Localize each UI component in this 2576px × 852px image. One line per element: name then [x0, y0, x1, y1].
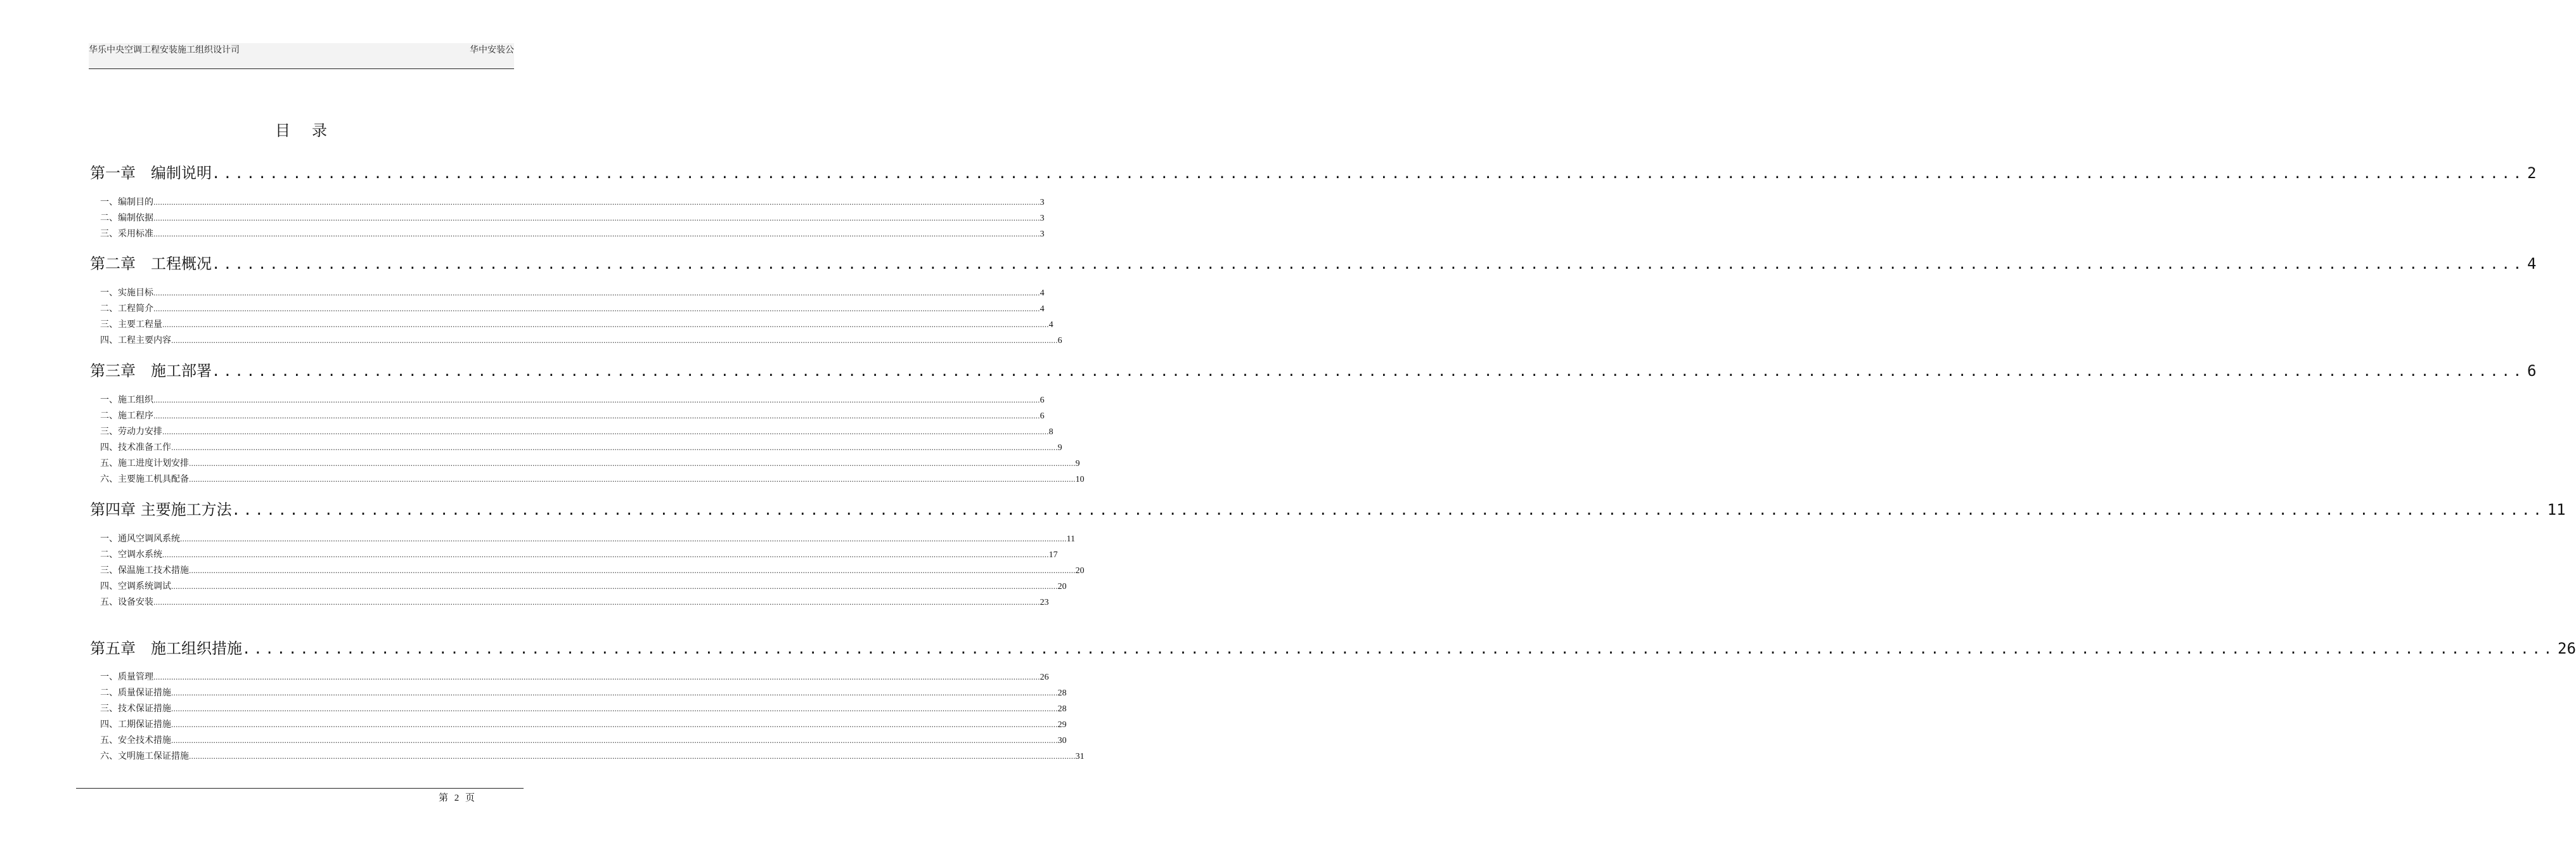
header-document-title: 华乐中央空调工程安装施工组织设计司	[89, 45, 240, 55]
toc-dot-leader: ................................................................................................................................................................................................................................................................................................................................................................................................................	[171, 705, 1058, 713]
toc-section-label: 五、设备安装	[100, 597, 153, 607]
toc-section-page: 26	[1040, 673, 1049, 682]
toc-chapter-page: 11	[2547, 501, 2566, 519]
toc-section-page: 4	[1048, 320, 1053, 330]
toc-dot-leader: ................................................................................................................................................................................................................................................................................................................................................................................................................	[189, 567, 1076, 575]
toc-section-page: 6	[1040, 411, 1045, 421]
toc-section-page: 29	[1057, 720, 1067, 730]
toc-section-label: 一、实施目标	[100, 288, 153, 298]
toc-section-entry[interactable]	[100, 410, 1045, 422]
toc-section-entry[interactable]	[100, 318, 1053, 331]
toc-section-entry[interactable]	[100, 196, 1045, 209]
toc-chapter-label: 第一章 编制说明	[90, 164, 212, 182]
toc-dot-leader: ................................................................................................................................................................................................................................................................................................................................................................................................................	[171, 721, 1058, 729]
toc-section-entry[interactable]	[100, 228, 1045, 240]
toc-dot-leader: ................................................................................................................................................................................................................................................................................................................................................................................................................	[153, 412, 1040, 420]
toc-chapter-label: 第五章 施工组织措施	[90, 640, 242, 657]
toc-chapter-label: 第四章 主要施工方法	[90, 501, 232, 519]
toc-dot-leader: ................................................................................................................................................................................................................................................................................................................................................................................................................	[153, 230, 1040, 238]
toc-section-entry[interactable]	[100, 671, 1049, 683]
toc-dot-leader: ................................................................................................................................................................................................................................................................................................................................................................................................................	[171, 737, 1058, 745]
toc-section-page: 6	[1057, 336, 1062, 345]
toc-section-entry[interactable]	[100, 334, 1062, 347]
toc-section-page: 20	[1057, 582, 1067, 591]
toc-title: 目录	[275, 122, 349, 139]
toc-dot-leader: ................................................................................................................................................................................................................................................................................................................................................................................................................	[153, 214, 1040, 223]
toc-dot-leader: ........................................................................................................................................................................................................	[212, 364, 2525, 380]
toc-section-label: 四、工程主要内容	[100, 335, 171, 345]
toc-section-entry[interactable]	[100, 702, 1067, 715]
toc-section-entry[interactable]	[100, 287, 1045, 299]
toc-dot-leader: ................................................................................................................................................................................................................................................................................................................................................................................................................	[171, 583, 1058, 591]
toc-section-page: 3	[1040, 214, 1045, 223]
toc-section-label: 三、采用标准	[100, 229, 153, 239]
toc-section-page: 8	[1048, 427, 1053, 437]
toc-section-page: 4	[1040, 304, 1045, 314]
toc-dot-leader: ................................................................................................................................................................................................................................................................................................................................................................................................................	[153, 396, 1040, 404]
toc-dot-leader: ................................................................................................................................................................................................................................................................................................................................................................................................................	[162, 551, 1049, 559]
toc-dot-leader: ................................................................................................................................................................................................................................................................................................................................................................................................................	[171, 689, 1058, 697]
toc-section-entry[interactable]	[100, 548, 1058, 561]
toc-section-entry[interactable]	[100, 718, 1067, 731]
toc-chapter-page: 26	[2558, 640, 2576, 657]
toc-section-entry[interactable]	[100, 596, 1049, 609]
toc-section-label: 六、文明施工保证措施	[100, 751, 189, 761]
toc-section-page: 6	[1040, 396, 1045, 405]
toc-section-label: 二、空调水系统	[100, 550, 162, 560]
header-company: 华中安装公	[470, 45, 514, 55]
toc-section-entry[interactable]	[100, 734, 1067, 747]
toc-section-page: 10	[1075, 475, 1085, 484]
toc-dot-leader: ................................................................................................................................................................................................................................................................................................................................................................................................................	[153, 598, 1040, 607]
toc-chapter-entry[interactable]	[90, 162, 2537, 184]
toc-dot-leader: ................................................................................................................................................................................................................................................................................................................................................................................................................	[180, 535, 1067, 543]
toc-dot-leader: ................................................................................................................................................................................................................................................................................................................................................................................................................	[189, 475, 1076, 484]
toc-section-label: 一、质量管理	[100, 672, 153, 682]
toc-section-label: 二、施工程序	[100, 411, 153, 421]
toc-section-page: 9	[1075, 459, 1080, 468]
footer-page-number: 第 2 页	[439, 793, 475, 803]
toc-dot-leader: ........................................................................................................................................................................................................	[242, 642, 2556, 657]
toc-dot-leader: ................................................................................................................................................................................................................................................................................................................................................................................................................	[171, 337, 1058, 345]
toc-section-page: 28	[1057, 688, 1067, 698]
toc-section-entry[interactable]	[100, 687, 1067, 699]
toc-section-label: 三、技术保证措施	[100, 704, 171, 714]
toc-section-page: 17	[1048, 550, 1058, 560]
toc-chapter-page: 6	[2527, 362, 2537, 380]
toc-dot-leader: ........................................................................................................................................................................................................	[231, 503, 2545, 519]
footer-divider	[76, 788, 524, 789]
toc-dot-leader: ................................................................................................................................................................................................................................................................................................................................................................................................................	[189, 460, 1076, 468]
toc-section-entry[interactable]	[100, 457, 1080, 470]
toc-section-page: 20	[1075, 566, 1085, 576]
toc-section-entry[interactable]	[100, 441, 1062, 454]
toc-section-label: 四、技术准备工作	[100, 442, 171, 453]
toc-section-label: 三、主要工程量	[100, 320, 162, 330]
toc-section-label: 二、工程简介	[100, 304, 153, 314]
toc-section-page: 3	[1040, 198, 1045, 207]
toc-dot-leader: ................................................................................................................................................................................................................................................................................................................................................................................................................	[153, 305, 1040, 313]
toc-dot-leader: ................................................................................................................................................................................................................................................................................................................................................................................................................	[153, 673, 1040, 681]
toc-dot-leader: ................................................................................................................................................................................................................................................................................................................................................................................................................	[153, 198, 1040, 207]
toc-section-page: 28	[1057, 704, 1067, 714]
toc-section-entry[interactable]	[100, 394, 1045, 406]
toc-chapter-label: 第三章 施工部署	[90, 362, 212, 380]
toc-section-label: 二、质量保证措施	[100, 688, 171, 698]
toc-dot-leader: ................................................................................................................................................................................................................................................................................................................................................................................................................	[189, 752, 1076, 761]
toc-section-label: 三、保温施工技术措施	[100, 565, 189, 576]
toc-section-entry[interactable]	[100, 564, 1085, 577]
toc-dot-leader: ................................................................................................................................................................................................................................................................................................................................................................................................................	[153, 289, 1040, 297]
toc-section-entry[interactable]	[100, 473, 1085, 486]
toc-section-page: 11	[1066, 534, 1076, 544]
toc-dot-leader: ........................................................................................................................................................................................................	[212, 166, 2525, 182]
toc-chapter-page: 2	[2527, 164, 2537, 182]
toc-chapter-entry[interactable]	[90, 638, 2576, 659]
toc-section-label: 二、编制依据	[100, 213, 153, 223]
toc-section-label: 一、施工组织	[100, 395, 153, 405]
toc-chapter-label: 第二章 工程概况	[90, 255, 212, 273]
toc-chapter-entry[interactable]	[90, 499, 2566, 520]
toc-section-entry[interactable]	[100, 750, 1085, 763]
toc-dot-leader: ................................................................................................................................................................................................................................................................................................................................................................................................................	[162, 321, 1049, 329]
toc-section-page: 23	[1040, 598, 1049, 607]
toc-section-page: 3	[1040, 229, 1045, 239]
toc-section-label: 一、通风空调风系统	[100, 534, 180, 544]
toc-section-label: 六、主要施工机具配备	[100, 474, 189, 484]
toc-section-label: 五、施工进度计划安排	[100, 458, 189, 468]
toc-section-page: 30	[1057, 736, 1067, 746]
toc-section-label: 三、劳动力安排	[100, 427, 162, 437]
toc-chapter-entry[interactable]	[90, 360, 2537, 382]
toc-section-page: 4	[1040, 288, 1045, 298]
toc-section-label: 一、编制目的	[100, 197, 153, 207]
toc-section-entry[interactable]	[100, 212, 1045, 224]
toc-section-entry[interactable]	[100, 580, 1067, 593]
toc-dot-leader: ................................................................................................................................................................................................................................................................................................................................................................................................................	[162, 428, 1049, 436]
toc-chapter-entry[interactable]	[90, 253, 2537, 274]
toc-section-page: 31	[1075, 752, 1085, 761]
toc-section-label: 四、工期保证措施	[100, 720, 171, 730]
toc-section-label: 四、空调系统调试	[100, 581, 171, 591]
toc-section-label: 五、安全技术措施	[100, 735, 171, 746]
toc-dot-leader: ................................................................................................................................................................................................................................................................................................................................................................................................................	[171, 444, 1058, 452]
toc-section-entry[interactable]	[100, 425, 1053, 438]
toc-section-entry[interactable]	[100, 532, 1076, 545]
toc-chapter-page: 4	[2527, 255, 2537, 273]
toc-dot-leader: ........................................................................................................................................................................................................	[212, 257, 2525, 273]
toc-section-entry[interactable]	[100, 302, 1045, 315]
toc-section-page: 9	[1057, 443, 1062, 453]
